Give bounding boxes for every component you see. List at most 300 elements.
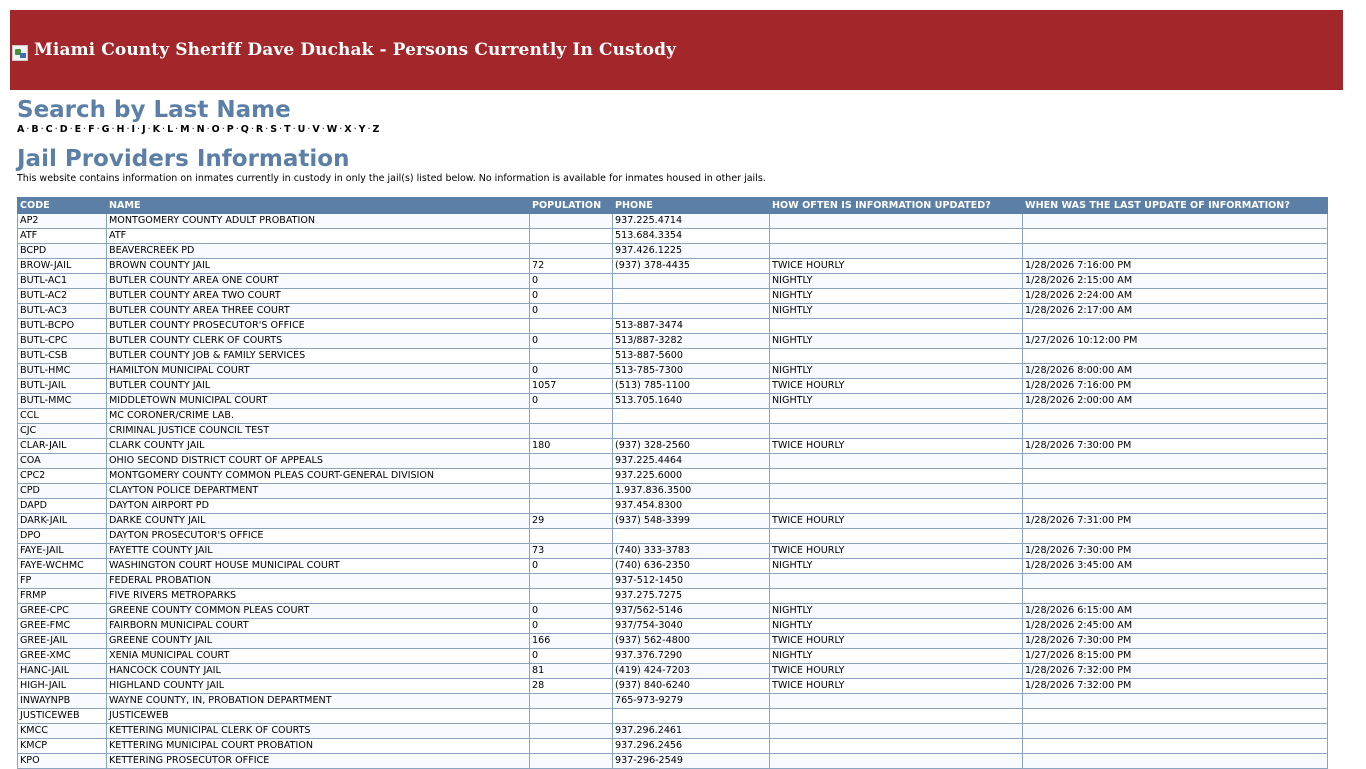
cell-update-frequency: TWICE HOURLY [770,259,1023,274]
letter-link-l[interactable]: L [167,124,174,135]
providers-heading: Jail Providers Information [17,146,350,172]
cell-population [530,214,613,229]
cell-name: JUSTICEWEB [107,709,530,724]
cell-population [530,739,613,754]
cell-code: CLAR-JAIL [18,439,107,454]
letter-separator: · [206,124,210,135]
cell-update-frequency: TWICE HOURLY [770,664,1023,679]
cell-last-update: 1/28/2026 2:00:00 AM [1023,394,1328,409]
cell-population: 0 [530,604,613,619]
cell-last-update: 1/28/2026 2:17:00 AM [1023,304,1328,319]
table-row [18,649,1328,664]
cell-name: MONTGOMERY COUNTY COMMON PLEAS COURT-GENERAL DIVISION [107,469,530,484]
letter-separator: · [26,124,30,135]
cell-name: DAYTON AIRPORT PD [107,499,530,514]
cell-phone: (513) 785-1100 [613,379,770,394]
cell-population [530,499,613,514]
cell-code: INWAYNPB [18,694,107,709]
table-row [18,739,1328,754]
letter-link-f[interactable]: F [88,124,95,135]
cell-last-update: 1/28/2026 7:30:00 PM [1023,439,1328,454]
cell-population: 29 [530,514,613,529]
cell-last-update [1023,574,1328,589]
column-header-update-frequency: HOW OFTEN IS INFORMATION UPDATED? [770,198,1023,214]
column-header-last-update: WHEN WAS THE LAST UPDATE OF INFORMATION? [1023,198,1328,214]
cell-phone [613,274,770,289]
cell-code: BUTL-AC1 [18,274,107,289]
cell-last-update [1023,694,1328,709]
cell-population: 0 [530,289,613,304]
cell-update-frequency: TWICE HOURLY [770,634,1023,649]
cell-population [530,694,613,709]
letter-link-s[interactable]: S [270,124,278,135]
cell-update-frequency: TWICE HOURLY [770,544,1023,559]
cell-last-update [1023,739,1328,754]
cell-name: HAMILTON MUNICIPAL COURT [107,364,530,379]
letter-separator: · [235,124,239,135]
letter-separator: · [126,124,130,135]
cell-code: FP [18,574,107,589]
letter-separator: · [367,124,371,135]
table-row [18,319,1328,334]
cell-code: BUTL-AC3 [18,304,107,319]
cell-update-frequency: NIGHTLY [770,289,1023,304]
cell-update-frequency [770,574,1023,589]
table-row [18,664,1328,679]
cell-last-update [1023,484,1328,499]
cell-last-update [1023,349,1328,364]
letter-link-d[interactable]: D [59,124,68,135]
table-row [18,334,1328,349]
cell-population [530,484,613,499]
cell-code: BUTL-BCPO [18,319,107,334]
cell-update-frequency: TWICE HOURLY [770,514,1023,529]
cell-population: 166 [530,634,613,649]
cell-update-frequency [770,319,1023,334]
table-row [18,679,1328,694]
cell-update-frequency: NIGHTLY [770,619,1023,634]
cell-code: AP2 [18,214,107,229]
table-row [18,574,1328,589]
table-row [18,394,1328,409]
table-row [18,589,1328,604]
table-row [18,694,1328,709]
table-row [18,724,1328,739]
alphabet-nav [17,124,379,135]
cell-update-frequency [770,589,1023,604]
letter-link-o[interactable]: O [211,124,220,135]
letter-separator: · [147,124,151,135]
column-header-name: NAME [107,198,530,214]
cell-code: DAPD [18,499,107,514]
cell-population: 180 [530,439,613,454]
cell-last-update: 1/28/2026 3:45:00 AM [1023,559,1328,574]
cell-phone: 937.296.2461 [613,724,770,739]
cell-last-update: 1/28/2026 7:30:00 PM [1023,634,1328,649]
cell-last-update [1023,319,1328,334]
cell-code: BUTL-CSB [18,349,107,364]
letter-link-y[interactable]: Y [358,124,366,135]
cell-population: 72 [530,259,613,274]
cell-name: FAIRBORN MUNICIPAL COURT [107,619,530,634]
cell-last-update [1023,409,1328,424]
cell-population [530,709,613,724]
cell-name: FEDERAL PROBATION [107,574,530,589]
table-row [18,454,1328,469]
cell-code: HIGH-JAIL [18,679,107,694]
cell-phone: 513.705.1640 [613,394,770,409]
cell-code: CPD [18,484,107,499]
cell-code: DPO [18,529,107,544]
letter-separator: · [40,124,44,135]
table-row [18,289,1328,304]
table-row [18,229,1328,244]
letter-link-v[interactable]: V [312,124,320,135]
cell-phone [613,529,770,544]
cell-name: KETTERING MUNICIPAL CLERK OF COURTS [107,724,530,739]
cell-code: HANC-JAIL [18,664,107,679]
cell-name: HANCOCK COUNTY JAIL [107,664,530,679]
cell-update-frequency [770,424,1023,439]
cell-code: CJC [18,424,107,439]
cell-code: CPC2 [18,469,107,484]
table-body [18,214,1328,769]
cell-population: 0 [530,559,613,574]
cell-population: 81 [530,664,613,679]
letter-link-e[interactable]: E [74,124,82,135]
cell-code: BUTL-AC2 [18,289,107,304]
cell-last-update [1023,724,1328,739]
cell-phone: (740) 333-3783 [613,544,770,559]
cell-name: OHIO SECOND DISTRICT COURT OF APPEALS [107,454,530,469]
cell-population: 28 [530,679,613,694]
cell-phone: 937-512-1450 [613,574,770,589]
cell-name: XENIA MUNICIPAL COURT [107,649,530,664]
cell-name: CRIMINAL JUSTICE COUNCIL TEST [107,424,530,439]
letter-link-r[interactable]: R [255,124,264,135]
cell-phone: 513-785-7300 [613,364,770,379]
cell-last-update [1023,754,1328,769]
cell-phone: 1.937.836.3500 [613,484,770,499]
cell-last-update: 1/28/2026 7:30:00 PM [1023,544,1328,559]
table-row [18,754,1328,769]
cell-phone: (740) 636-2350 [613,559,770,574]
cell-update-frequency: TWICE HOURLY [770,439,1023,454]
letter-link-a[interactable]: A [17,124,25,135]
letter-link-c[interactable]: C [45,124,53,135]
cell-phone: (937) 328-2560 [613,439,770,454]
cell-phone [613,709,770,724]
cell-population [530,724,613,739]
cell-name: FIVE RIVERS METROPARKS [107,589,530,604]
cell-population [530,424,613,439]
letter-link-b[interactable]: B [31,124,39,135]
cell-name: MC CORONER/CRIME LAB. [107,409,530,424]
column-header-phone: PHONE [613,198,770,214]
letter-separator: · [279,124,283,135]
table-row [18,619,1328,634]
column-header-population: POPULATION [530,198,613,214]
cell-name: WASHINGTON COURT HOUSE MUNICIPAL COURT [107,559,530,574]
cell-update-frequency: NIGHTLY [770,559,1023,574]
cell-name: CLAYTON POLICE DEPARTMENT [107,484,530,499]
cell-code: KMCC [18,724,107,739]
cell-population: 0 [530,619,613,634]
letter-separator: · [162,124,166,135]
cell-last-update: 1/28/2026 2:24:00 AM [1023,289,1328,304]
cell-name: BUTLER COUNTY AREA ONE COURT [107,274,530,289]
cell-phone: 937.225.6000 [613,469,770,484]
cell-code: COA [18,454,107,469]
letter-link-t[interactable]: T [284,124,291,135]
table-row [18,559,1328,574]
cell-code: GREE-XMC [18,649,107,664]
cell-population: 0 [530,334,613,349]
cell-last-update: 1/28/2026 7:31:00 PM [1023,514,1328,529]
cell-last-update [1023,214,1328,229]
cell-update-frequency [770,229,1023,244]
cell-phone: 513-887-5600 [613,349,770,364]
cell-population [530,244,613,259]
cell-population: 73 [530,544,613,559]
letter-link-u[interactable]: U [297,124,306,135]
letter-separator: · [265,124,269,135]
table-row [18,424,1328,439]
cell-name: DARKE COUNTY JAIL [107,514,530,529]
cell-code: CCL [18,409,107,424]
cell-update-frequency [770,739,1023,754]
letter-separator: · [137,124,141,135]
cell-population: 1057 [530,379,613,394]
table-row [18,634,1328,649]
table-row [18,364,1328,379]
cell-code: ATF [18,229,107,244]
cell-population: 0 [530,394,613,409]
cell-name: HIGHLAND COUNTY JAIL [107,679,530,694]
table-row [18,214,1328,229]
cell-code: KPO [18,754,107,769]
broken-image-icon [12,45,28,61]
cell-code: JUSTICEWEB [18,709,107,724]
cell-name: KETTERING MUNICIPAL COURT PROBATION [107,739,530,754]
letter-separator: · [83,124,87,135]
letter-link-i[interactable]: I [131,124,136,135]
cell-phone: 513.684.3354 [613,229,770,244]
cell-code: GREE-FMC [18,619,107,634]
cell-update-frequency: NIGHTLY [770,394,1023,409]
cell-phone: 937.376.7290 [613,649,770,664]
cell-code: FRMP [18,589,107,604]
letter-link-k[interactable]: K [152,124,161,135]
letter-separator: · [292,124,296,135]
cell-last-update: 1/28/2026 6:15:00 AM [1023,604,1328,619]
cell-phone [613,409,770,424]
cell-population [530,574,613,589]
cell-name: BUTLER COUNTY PROSECUTOR'S OFFICE [107,319,530,334]
cell-population [530,754,613,769]
table-row [18,244,1328,259]
cell-phone: 937/754-3040 [613,619,770,634]
cell-phone: (937) 562-4800 [613,634,770,649]
cell-last-update [1023,529,1328,544]
cell-update-frequency [770,244,1023,259]
letter-separator: · [339,124,343,135]
letter-link-g[interactable]: G [101,124,110,135]
cell-phone: 937/562-5146 [613,604,770,619]
providers-description: This website contains information on inmates currently in custody in only the jail(s) listed below. No information is available for inmates housed in other jails. [17,173,766,184]
cell-population [530,409,613,424]
cell-last-update [1023,469,1328,484]
cell-update-frequency [770,529,1023,544]
cell-last-update [1023,424,1328,439]
cell-phone: (937) 378-4435 [613,259,770,274]
letter-separator: · [54,124,58,135]
cell-name: KETTERING PROSECUTOR OFFICE [107,754,530,769]
cell-population: 0 [530,304,613,319]
cell-phone: (937) 548-3399 [613,514,770,529]
cell-population: 0 [530,274,613,289]
cell-last-update [1023,244,1328,259]
cell-phone: 937.296.2456 [613,739,770,754]
cell-phone: (419) 424-7203 [613,664,770,679]
page-title: Miami County Sheriff Dave Duchak - Persons Currently In Custody [34,40,677,60]
cell-phone: 937.225.4464 [613,454,770,469]
providers-table [17,197,1328,769]
cell-code: FAYE-JAIL [18,544,107,559]
cell-code: BUTL-HMC [18,364,107,379]
cell-last-update [1023,454,1328,469]
cell-code: KMCP [18,739,107,754]
letter-link-h[interactable]: H [116,124,125,135]
table-row [18,304,1328,319]
cell-name: MONTGOMERY COUNTY ADULT PROBATION [107,214,530,229]
cell-name: BUTLER COUNTY JAIL [107,379,530,394]
cell-update-frequency [770,409,1023,424]
cell-name: MIDDLETOWN MUNICIPAL COURT [107,394,530,409]
letter-link-w[interactable]: W [326,124,338,135]
letter-separator: · [111,124,115,135]
cell-code: BUTL-MMC [18,394,107,409]
cell-last-update: 1/28/2026 7:32:00 PM [1023,664,1328,679]
table-row [18,709,1328,724]
letter-link-p[interactable]: P [226,124,234,135]
cell-name: ATF [107,229,530,244]
cell-name: WAYNE COUNTY, IN, PROBATION DEPARTMENT [107,694,530,709]
letter-separator: · [321,124,325,135]
letter-link-n[interactable]: N [196,124,205,135]
table-row [18,349,1328,364]
cell-update-frequency: NIGHTLY [770,334,1023,349]
cell-last-update: 1/28/2026 2:45:00 AM [1023,619,1328,634]
letter-link-q[interactable]: Q [240,124,249,135]
letter-link-x[interactable]: X [344,124,352,135]
cell-name: BROWN COUNTY JAIL [107,259,530,274]
cell-update-frequency [770,349,1023,364]
cell-phone: 513/887-3282 [613,334,770,349]
table-row [18,379,1328,394]
cell-phone [613,289,770,304]
letter-separator: · [307,124,311,135]
cell-name: BUTLER COUNTY JOB & FAMILY SERVICES [107,349,530,364]
cell-phone: (937) 840-6240 [613,679,770,694]
cell-name: BUTLER COUNTY CLERK OF COURTS [107,334,530,349]
cell-last-update [1023,499,1328,514]
cell-last-update [1023,709,1328,724]
cell-population [530,589,613,604]
cell-population [530,469,613,484]
cell-update-frequency: TWICE HOURLY [770,379,1023,394]
table-header-row [18,198,1328,214]
letter-link-m[interactable]: M [180,124,190,135]
cell-update-frequency [770,454,1023,469]
cell-update-frequency: NIGHTLY [770,604,1023,619]
cell-last-update: 1/28/2026 7:16:00 PM [1023,379,1328,394]
table-row [18,274,1328,289]
cell-update-frequency [770,709,1023,724]
cell-code: DARK-JAIL [18,514,107,529]
table-row [18,484,1328,499]
cell-update-frequency [770,754,1023,769]
cell-last-update: 1/28/2026 7:32:00 PM [1023,679,1328,694]
cell-phone: 765-973-9279 [613,694,770,709]
table-row [18,409,1328,424]
table-row [18,529,1328,544]
cell-name: BUTLER COUNTY AREA TWO COURT [107,289,530,304]
cell-code: GREE-CPC [18,604,107,619]
cell-population: 0 [530,364,613,379]
cell-last-update: 1/27/2026 8:15:00 PM [1023,649,1328,664]
cell-update-frequency: NIGHTLY [770,274,1023,289]
cell-population [530,454,613,469]
cell-name: FAYETTE COUNTY JAIL [107,544,530,559]
cell-last-update: 1/28/2026 7:16:00 PM [1023,259,1328,274]
table-row [18,499,1328,514]
letter-separator: · [191,124,195,135]
cell-population [530,229,613,244]
cell-phone: 937.426.1225 [613,244,770,259]
letter-link-j[interactable]: J [142,124,146,135]
cell-name: GREENE COUNTY JAIL [107,634,530,649]
letter-separator: · [221,124,225,135]
table-row [18,604,1328,619]
letter-link-z[interactable]: Z [372,124,380,135]
cell-code: BUTL-JAIL [18,379,107,394]
letter-separator: · [353,124,357,135]
table-row [18,439,1328,454]
letter-separator: · [250,124,254,135]
cell-phone: 513-887-3474 [613,319,770,334]
cell-update-frequency [770,484,1023,499]
cell-last-update [1023,229,1328,244]
search-heading: Search by Last Name [17,97,291,123]
cell-population [530,529,613,544]
cell-update-frequency: NIGHTLY [770,364,1023,379]
cell-last-update [1023,589,1328,604]
cell-name: BEAVERCREEK PD [107,244,530,259]
cell-code: FAYE-WCHMC [18,559,107,574]
cell-update-frequency [770,214,1023,229]
cell-update-frequency [770,469,1023,484]
cell-update-frequency [770,499,1023,514]
cell-phone [613,424,770,439]
cell-name: DAYTON PROSECUTOR'S OFFICE [107,529,530,544]
cell-update-frequency: TWICE HOURLY [770,679,1023,694]
cell-last-update: 1/27/2026 10:12:00 PM [1023,334,1328,349]
letter-separator: · [69,124,73,135]
cell-update-frequency [770,724,1023,739]
letter-separator: · [96,124,100,135]
cell-update-frequency [770,694,1023,709]
